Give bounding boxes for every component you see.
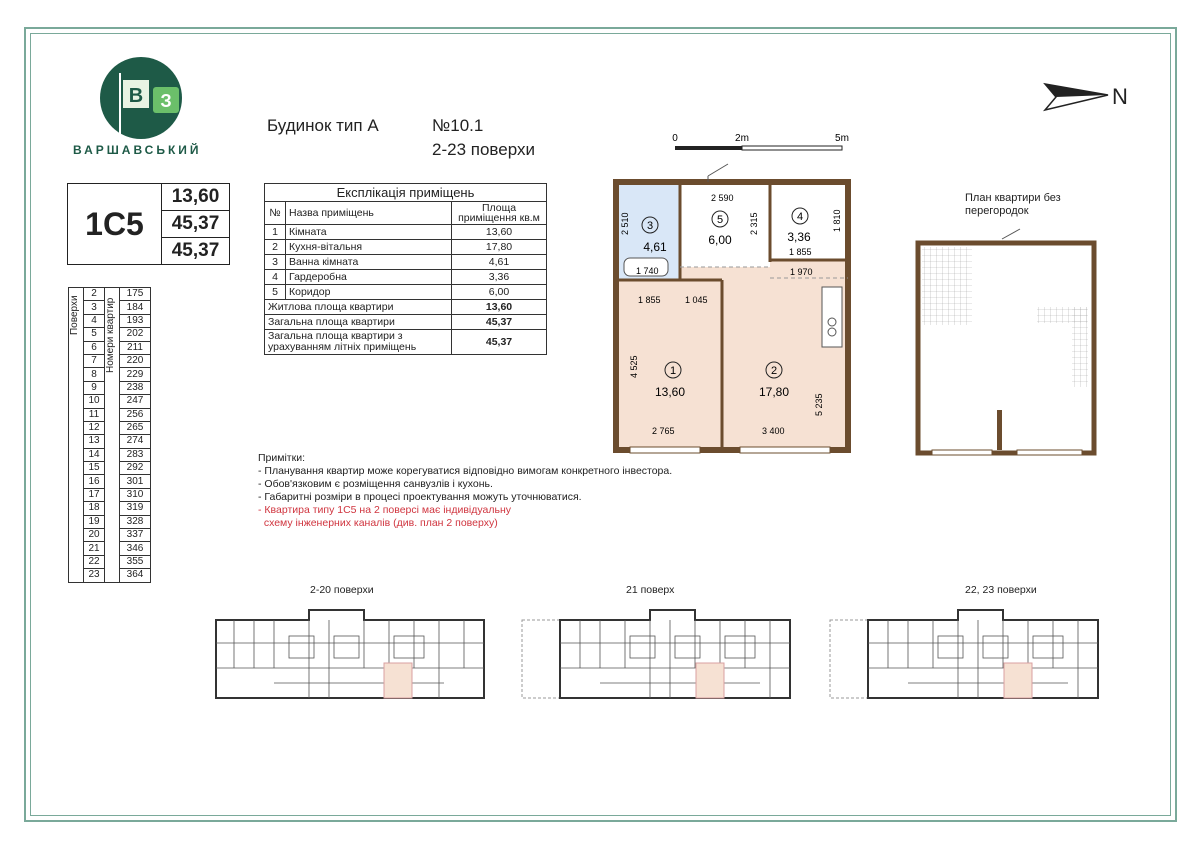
room-3-no: 3 [646,220,654,232]
scale-mid: 2m [735,133,749,144]
table-row: 3 Ванна кімната 4,61 [265,255,547,270]
table-row: 4 Гардеробна 3,36 [265,270,547,285]
room-3-area: 4,61 [643,240,667,254]
floor-row: 13 274 [69,435,151,448]
total-row: Житлова площа квартири 13,60 [265,300,547,315]
floor-row: 18 319 [69,502,151,515]
floor-row: 16 301 [69,475,151,488]
col-no: № [265,202,286,225]
floor-plan-thumb [520,608,795,703]
table-row: 5 Коридор 6,00 [265,285,547,300]
floor-plan-thumb [828,608,1103,703]
room-5-area: 6,00 [708,233,732,247]
floor-row: 14 283 [69,448,151,461]
svg-text:2 510: 2 510 [620,212,630,235]
logo-letter-right: З [160,91,172,111]
open-plan [912,225,1102,460]
floors-range: 2-23 поверхи [432,140,535,159]
total-area-summer-value: 45,37 [171,240,220,261]
room-1-area: 13,60 [654,385,686,399]
room-4-no: 4 [796,211,804,223]
building-number: №10.1 [432,116,484,135]
floor-row: 23 364 [69,569,151,582]
floor-row: 10 247 [69,395,151,408]
svg-text:1 970: 1 970 [790,267,813,277]
brand-name: ВАРШАВСЬКИЙ [73,143,202,157]
svg-text:2 315: 2 315 [749,212,759,235]
total-area-value: 45,37 [162,211,229,238]
col-area: Площа приміщення кв.м [452,202,547,225]
svg-text:1 855: 1 855 [789,247,812,257]
floor-plan-label: 2-20 поверхи [310,584,374,596]
floor-row: 11 256 [69,408,151,421]
floor-row: 4 193 [69,314,151,327]
floors-label: Поверхи [69,295,80,335]
north-label: N [1112,84,1128,109]
svg-text:1 810: 1 810 [832,209,842,232]
apartment-type-box [67,183,230,265]
scale-zero: 0 [672,133,678,144]
floor-row: 20 337 [69,529,151,542]
logo-letter-left: В [128,85,144,107]
note-warning: схему інженерних каналів (див. план 2 поверху) [258,517,498,529]
living-area-value: 13,60 [162,184,229,211]
floor-row: 5 202 [69,328,151,341]
table-row: 2 Кухня-вітальня 17,80 [265,240,547,255]
notes-title: Примітки: [258,452,305,464]
note-item: - Планування квартир може корегуватися відповідно вимогам конкретного інвестора. [258,465,673,477]
floor-row: 22 355 [69,555,151,568]
note-warning: - Квартира типу 1С5 на 2 поверсі має індивідуальну [258,504,512,516]
total-row: Загальна площа квартири з урахуванням літніх приміщень 45,37 [265,330,547,355]
floor-row: 21 346 [69,542,151,555]
room-5-no: 5 [716,214,724,226]
table-row: 1 Кімната 13,60 [265,225,547,240]
scale-end: 5m [835,133,849,144]
floor-plan-label: 21 поверх [626,584,675,596]
notes [258,452,672,530]
svg-text:2 590: 2 590 [711,193,734,203]
svg-text:4 525: 4 525 [629,355,639,378]
floor-row: 12 265 [69,421,151,434]
svg-text:1 855: 1 855 [638,295,661,305]
note-item: - Обов'язковим є розміщення санвузлів і кухонь. [258,478,493,490]
svg-text:1 045: 1 045 [685,295,708,305]
building-type: Будинок тип А [267,116,379,135]
floor-plan-thumb [214,608,489,703]
floor-row: 19 328 [69,515,151,528]
scale-bar [670,128,860,154]
floor-number-table [68,287,151,583]
floor-row: 8 229 [69,368,151,381]
floor-row: 6 211 [69,341,151,354]
floor-row: 7 220 [69,354,151,367]
floor-row: Поверхи 2 Номери квартир 175 [69,288,151,301]
floor-row: 9 238 [69,381,151,394]
col-name: Назва приміщень [286,202,452,225]
apartment-plan [610,162,860,462]
apartment-numbers-label: Номери квартир [105,297,116,373]
floor-row: 3 184 [69,301,151,314]
svg-text:1 740: 1 740 [636,266,659,276]
room-4-area: 3,36 [787,230,811,244]
svg-text:5 235: 5 235 [814,393,824,416]
room-1-no: 1 [669,365,677,377]
note-item: - Габаритні розміри в процесі проектування можуть уточнюватися. [258,491,582,503]
north-arrow-icon [1040,78,1140,118]
brand-logo [98,55,190,143]
floor-row: 15 292 [69,462,151,475]
floor-row: 17 310 [69,488,151,501]
floor-plan-label: 22, 23 поверхи [965,584,1037,596]
open-plan-label: План квартири без перегородок [965,192,1061,217]
total-row: Загальна площа квартири 45,37 [265,315,547,330]
apartment-code: 1С5 [68,184,162,264]
room-2-no: 2 [770,365,778,377]
svg-text:2 765: 2 765 [652,426,675,436]
svg-text:3 400: 3 400 [762,426,785,436]
room-2-area: 17,80 [758,385,790,399]
explication-table [264,183,547,355]
explication-title: Експлікація приміщень [265,184,547,202]
